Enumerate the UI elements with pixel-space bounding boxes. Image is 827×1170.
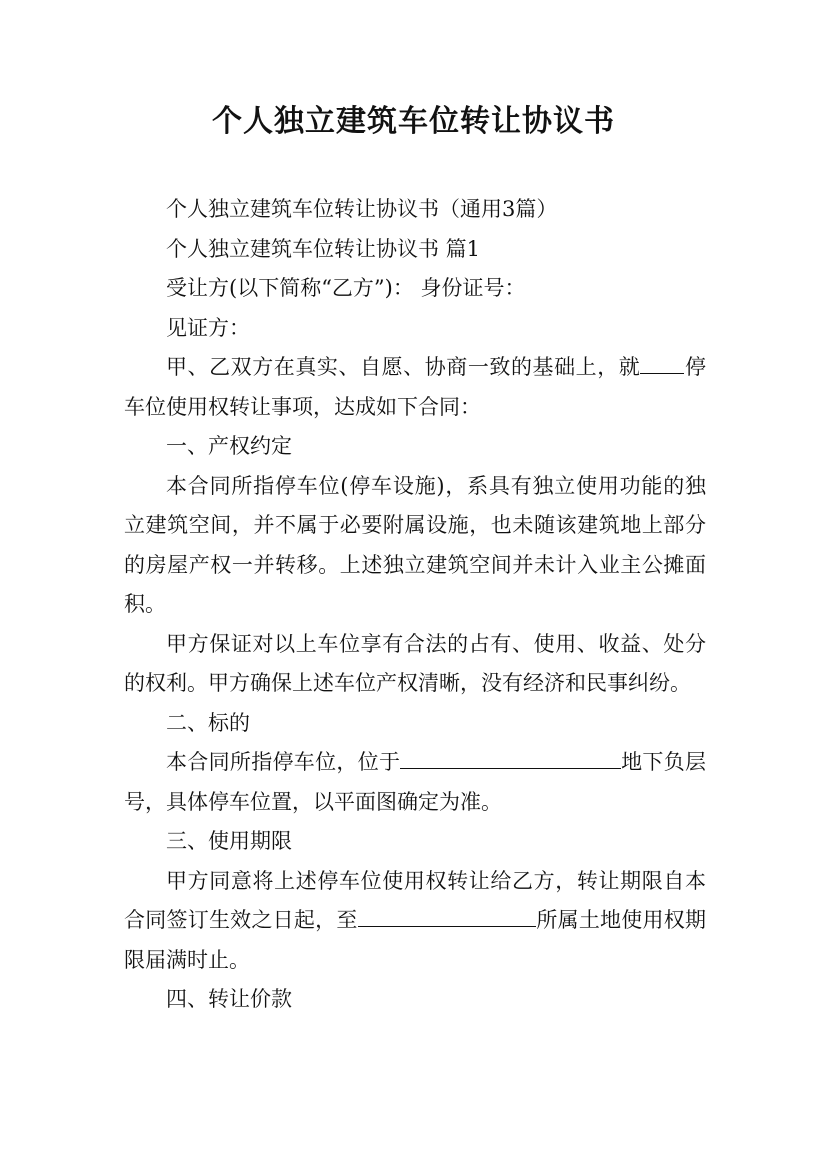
guarantee-paragraph: 甲方保证对以上车位享有合法的占有、使用、收益、处分的权利。甲方确保上述车位产权清晰，没有经济和民事纠纷。 <box>124 631 706 695</box>
location-text-b: 地下负层 号，具体停车位置，以平面图确定为准。 <box>124 750 707 814</box>
location-paragraph <box>124 743 706 822</box>
assignee-line: 受让方(以下简称“乙方”)： 身份证号： <box>166 276 526 300</box>
fill-blank <box>400 746 621 769</box>
article-heading: 个人独立建筑车位转让协议书 篇1 <box>166 236 481 261</box>
intro-text-a: 甲、乙双方在真实、自愿、协商一致的基础上，就 <box>166 355 641 379</box>
section-heading-2: 二、标的 <box>166 710 250 735</box>
document-title: 个人独立建筑车位转让协议书 <box>212 104 615 139</box>
property-paragraph: 本合同所指停车位(停车设施)，系具有独立使用功能的独立建筑空间，并不属于必要附属设施，也未随该建筑地上部分的房屋产权一并转移。上述独立建筑空间并未计入业主公摊面积。 <box>124 473 706 616</box>
term-text-b: 所属土地使用权期限届满时止。 <box>124 908 707 972</box>
section-heading-4: 四、转让价款 <box>166 987 292 1011</box>
intro-text-b: 停车位使用权转让事项，达成如下合同： <box>124 355 706 419</box>
section-heading-1: 一、产权约定 <box>166 434 292 458</box>
fill-blank <box>640 351 684 374</box>
witness-line: 见证方： <box>166 315 250 340</box>
term-text-a: 甲方同意将上述停车位使用权转让给乙方，转让期限自本合同签订生效之日起，至 <box>124 868 706 932</box>
intro-paragraph <box>124 348 706 427</box>
document-body <box>124 190 706 1020</box>
subtitle-line: 个人独立建筑车位转让协议书（通用3篇） <box>166 197 558 221</box>
term-paragraph <box>124 862 706 981</box>
fill-blank <box>358 904 537 927</box>
location-text-a: 本合同所指停车位，位于 <box>166 750 401 774</box>
section-heading-3: 三、使用期限 <box>166 829 292 853</box>
